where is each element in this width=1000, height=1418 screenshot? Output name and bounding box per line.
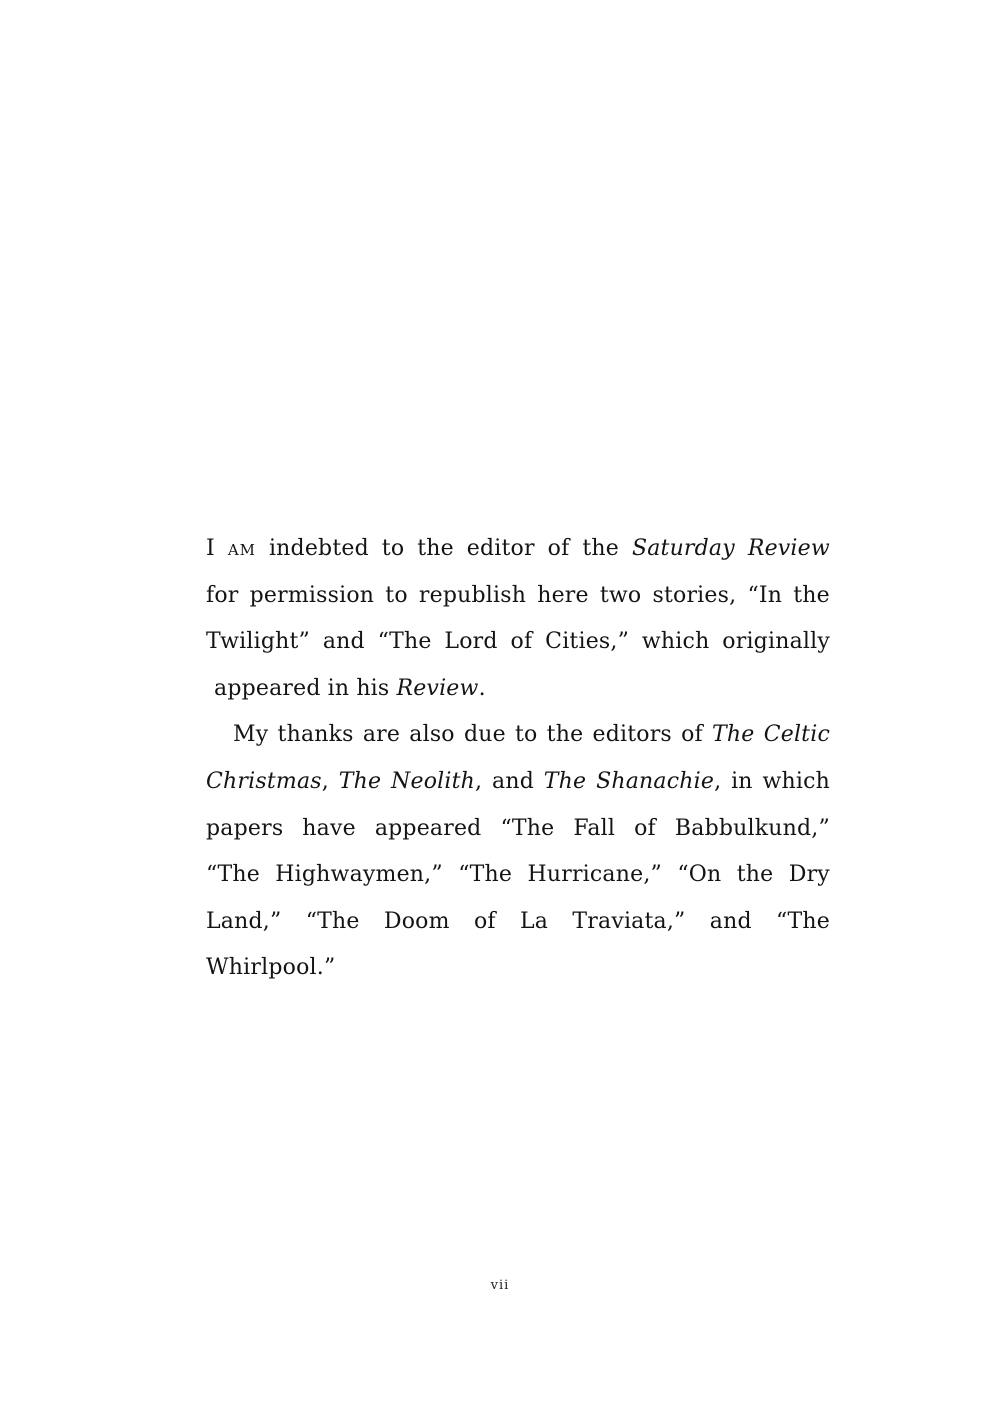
italic-word: Review: [747, 536, 830, 561]
word: [419, 573, 526, 620]
word: [634, 806, 656, 853]
word: [306, 899, 360, 946]
word: [467, 526, 535, 573]
word: [747, 573, 782, 620]
word-part: Dry: [788, 862, 830, 888]
word: [206, 759, 329, 806]
word: [596, 759, 721, 806]
word: [464, 712, 506, 759]
word-part: “The: [206, 862, 260, 888]
word-part: and: [709, 908, 752, 934]
word-part: permission: [249, 582, 375, 608]
word-part: Doom: [383, 908, 450, 934]
word-part: Whirlpool.”: [206, 955, 336, 981]
word: [762, 759, 830, 806]
word-space: [349, 666, 356, 713]
word-space: [321, 666, 328, 713]
word: [675, 806, 830, 853]
word: [500, 806, 554, 853]
italic-word: Saturday: [631, 536, 735, 561]
word-part: indebted: [268, 536, 369, 561]
word: [302, 806, 356, 853]
word: [544, 759, 586, 806]
text-line: [206, 619, 830, 666]
word-part: in: [731, 768, 753, 794]
word: [384, 899, 450, 946]
word-part: “The: [776, 908, 830, 934]
word: [545, 619, 629, 666]
word: [417, 526, 454, 573]
word-part: to: [385, 582, 408, 608]
word-part: of: [510, 629, 533, 655]
word: [737, 852, 774, 899]
word: [511, 619, 533, 666]
word-part: thanks: [277, 722, 354, 748]
word: [275, 852, 443, 899]
text-line: [206, 852, 830, 899]
word: [391, 759, 482, 806]
text-line: [206, 712, 830, 759]
word-part: appeared: [374, 815, 482, 841]
word-part: due: [463, 722, 506, 748]
word-part: of: [473, 908, 496, 934]
word-part: stories,: [652, 582, 737, 608]
word: [278, 712, 354, 759]
word-part: “The: [500, 815, 555, 841]
word-part: I: [206, 536, 215, 561]
acknowledgement-text: [206, 526, 830, 992]
text-line: [206, 899, 830, 946]
word-part: “The: [305, 908, 360, 934]
word: [458, 852, 512, 899]
word-part: for: [206, 582, 239, 608]
italic-word: Review: [396, 675, 479, 701]
text-line: [206, 526, 830, 573]
word-part: here: [537, 582, 589, 608]
italic-word: Neolith: [391, 768, 476, 794]
word-part: republish: [418, 582, 527, 608]
word: [572, 899, 685, 946]
page-number: vii: [490, 1278, 510, 1293]
word-part: in: [327, 675, 350, 701]
word: [206, 852, 260, 899]
word: [385, 573, 408, 620]
word: [710, 899, 752, 946]
word: [382, 526, 405, 573]
word-part: of: [634, 815, 656, 841]
word: [677, 852, 721, 899]
text-line: [206, 666, 830, 713]
word: [573, 806, 615, 853]
text-line: [206, 945, 830, 992]
word-part: of: [681, 722, 703, 748]
word-part: .: [478, 675, 486, 701]
word: [409, 712, 455, 759]
word: [233, 712, 268, 759]
word-part: the: [736, 862, 774, 888]
word-part: to: [381, 536, 405, 561]
word-part: ,: [475, 768, 483, 794]
word: [250, 573, 375, 620]
word-part: “The: [458, 862, 513, 888]
italic-word: Christmas: [206, 768, 322, 794]
word: [582, 526, 619, 573]
text-line: [206, 759, 830, 806]
word: [712, 712, 754, 759]
word: [632, 526, 735, 573]
word-part: “The: [377, 629, 432, 655]
word-part: of: [547, 536, 570, 561]
word-part: the: [793, 582, 830, 608]
word: [789, 852, 830, 899]
word: [269, 526, 369, 573]
word: [748, 526, 830, 573]
word: [537, 573, 589, 620]
word: [206, 899, 281, 946]
word-part: which: [641, 629, 710, 655]
word: [592, 712, 671, 759]
italic-word: The: [712, 722, 755, 748]
word-part: “In: [747, 582, 783, 608]
word: [722, 619, 830, 666]
word: [527, 852, 662, 899]
word: [731, 759, 753, 806]
word: [206, 573, 239, 620]
word: [776, 899, 830, 946]
word: [520, 899, 548, 946]
word-part: ,: [321, 768, 329, 794]
word-part: have: [302, 815, 356, 841]
word: [474, 899, 496, 946]
italic-word: The: [338, 768, 382, 794]
word: [339, 759, 381, 806]
word: [547, 712, 584, 759]
word-part: ,: [714, 768, 722, 794]
word-part: Highwaymen,”: [275, 862, 443, 888]
word-part: editor: [466, 536, 535, 561]
word: [600, 573, 642, 620]
word: [515, 712, 538, 759]
word-part: the: [582, 536, 620, 561]
italic-word: Celtic: [763, 722, 830, 748]
word: [206, 806, 283, 853]
word-part: Traviata,”: [572, 908, 686, 934]
word-part: Twilight”: [206, 629, 310, 655]
word-part: “On: [677, 862, 722, 888]
word: [793, 573, 830, 620]
word: [681, 712, 703, 759]
word-part: Fall: [573, 815, 616, 841]
word-part: Babbulkund,”: [674, 815, 830, 841]
word-part: Lord: [444, 629, 498, 655]
word: [328, 666, 350, 713]
text-line: [206, 573, 830, 620]
word: [363, 712, 400, 759]
word-part: My: [233, 722, 269, 748]
word: [323, 619, 365, 666]
word: [228, 526, 256, 573]
word-part: editors: [592, 722, 672, 748]
word-part: the: [417, 536, 454, 561]
word-part: Land,”: [206, 908, 282, 934]
word: [444, 619, 497, 666]
word: [642, 619, 710, 666]
word: [492, 759, 534, 806]
word-part: La: [520, 908, 549, 934]
word-part: also: [409, 722, 455, 748]
word-part: his: [356, 675, 390, 701]
word: [206, 945, 335, 992]
word: [206, 526, 215, 573]
word: [764, 712, 830, 759]
word-part: are: [362, 722, 401, 748]
word-part: and: [492, 768, 534, 794]
word-part: appeared: [214, 675, 321, 701]
word: [378, 619, 432, 666]
word-part: two: [599, 582, 642, 608]
word-part: which: [762, 768, 830, 794]
word-part: originally: [722, 629, 830, 655]
word-part: the: [546, 722, 584, 748]
word: [375, 806, 482, 853]
small-caps-word: AM: [227, 541, 257, 559]
word: [548, 526, 570, 573]
text-line: [206, 806, 830, 853]
word-part: and: [322, 629, 365, 655]
word: [206, 619, 310, 666]
word: [652, 573, 736, 620]
word-part: papers: [206, 815, 284, 841]
word: [396, 666, 485, 713]
word-part: Hurricane,”: [527, 862, 662, 888]
word: [214, 666, 321, 713]
word: [356, 666, 389, 713]
word-part: to: [514, 722, 538, 748]
word-part: Cities,”: [545, 629, 630, 655]
italic-word: The: [543, 768, 587, 794]
italic-word: Shanachie: [596, 768, 715, 794]
